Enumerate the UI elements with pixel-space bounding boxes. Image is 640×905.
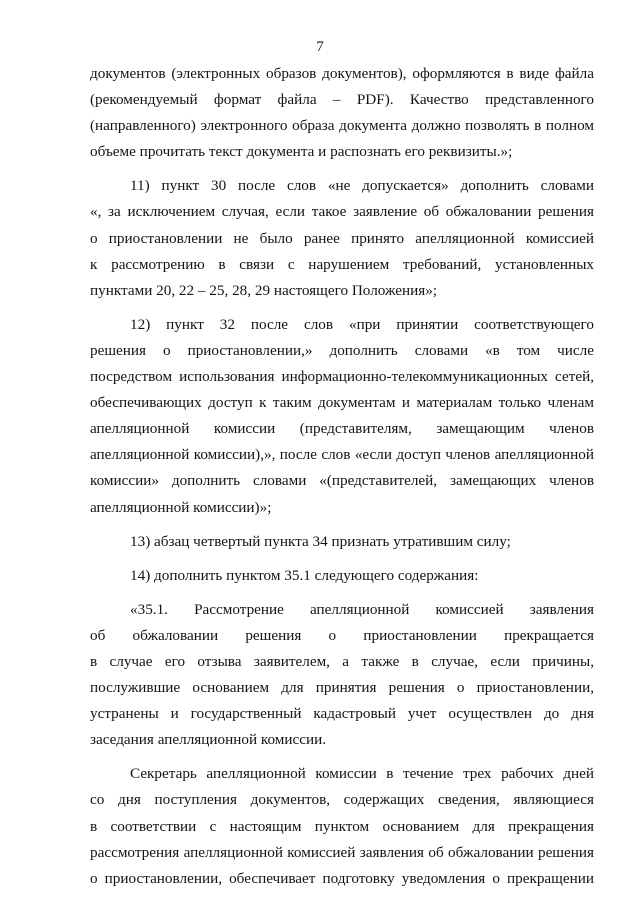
- text-line: апелляционной комиссии)»;: [90, 498, 272, 516]
- text-line: об обжаловании решения о приостановлении прекращается: [90, 626, 594, 644]
- text-line: со дня поступления документов, содержащих сведения, являющиеся: [90, 791, 594, 809]
- text-line: о приостановлении не было ранее принято апелляционной комиссией: [90, 229, 594, 247]
- text-line: в соответствии с настоящим пунктом основанием для прекращения: [90, 817, 594, 835]
- paragraph-cont: [90, 61, 594, 165]
- text-line: 13) абзац четвертый пункта 34 признать утратившим силу;: [130, 532, 511, 550]
- text-line: устранены и государственный кадастровый учет осуществлен до дня: [90, 705, 594, 723]
- text-line: о приостановлении, обеспечивает подготовку уведомления о прекращении: [90, 869, 594, 887]
- text-line: документов (электронных образов документов), оформляются в виде файла: [90, 65, 594, 82]
- text-line: 12) пункт 32 после слов «при принятии соответствующего: [130, 315, 594, 333]
- paragraph-item-11: [90, 173, 594, 303]
- text-line: 14) дополнить пунктом 35.1 следующего содержания:: [130, 566, 479, 584]
- text-line: к рассмотрению в связи с нарушением требований, установленных: [90, 255, 594, 273]
- text-line: послужившие основанием для принятия решения о приостановлении,: [90, 679, 594, 697]
- text-line: обеспечивающих доступ к таким документам и материалам только членам: [90, 394, 594, 412]
- paragraph-secretary: [90, 761, 594, 891]
- text-line: апелляционной комиссии (представителям, замещающим членов: [90, 420, 594, 438]
- text-line: пунктами 20, 22 – 25, 28, 29 настоящего Положения»;: [90, 281, 438, 299]
- text-line: рассмотрения апелляционной комиссией заявления об обжаловании решения: [90, 843, 594, 861]
- text-line: «35.1. Рассмотрение апелляционной комиссией заявления: [130, 600, 594, 618]
- text-line: объеме прочитать текст документа и распознать его реквизиты.»;: [90, 143, 513, 161]
- text-line: Секретарь апелляционной комиссии в течение трех рабочих дней: [130, 765, 594, 783]
- page-number: 7: [316, 39, 324, 55]
- text-line: в случае его отзыва заявителем, а также в случае, если причины,: [90, 652, 594, 670]
- paragraph-item-12: [90, 312, 594, 521]
- text-line: апелляционной комиссии),», после слов «если доступ членов апелляционной: [90, 446, 594, 464]
- body-text: [90, 61, 594, 892]
- text-line: «, за исключением случая, если такое заявление об обжаловании решения: [90, 203, 594, 221]
- paragraph-clause-35-1: [90, 597, 594, 754]
- paragraph-item-14: [90, 563, 594, 589]
- text-line: заседания апелляционной комиссии.: [90, 731, 327, 749]
- text-line: (рекомендуемый формат файла – PDF). Качество представленного: [90, 91, 594, 109]
- text-line: комиссии» дополнить словами «(представителей, замещающих членов: [90, 472, 594, 490]
- text-line: решения о приостановлении,» дополнить словами «в том числе: [90, 341, 594, 359]
- text-line: посредством использования информационно-телекоммуникационных сетей,: [90, 368, 594, 386]
- paragraph-item-13: [90, 529, 594, 555]
- text-line: 11) пункт 30 после слов «не допускается» дополнить словами: [130, 177, 594, 195]
- text-line: (направленного) электронного образа документа должно позволять в полном: [90, 117, 594, 135]
